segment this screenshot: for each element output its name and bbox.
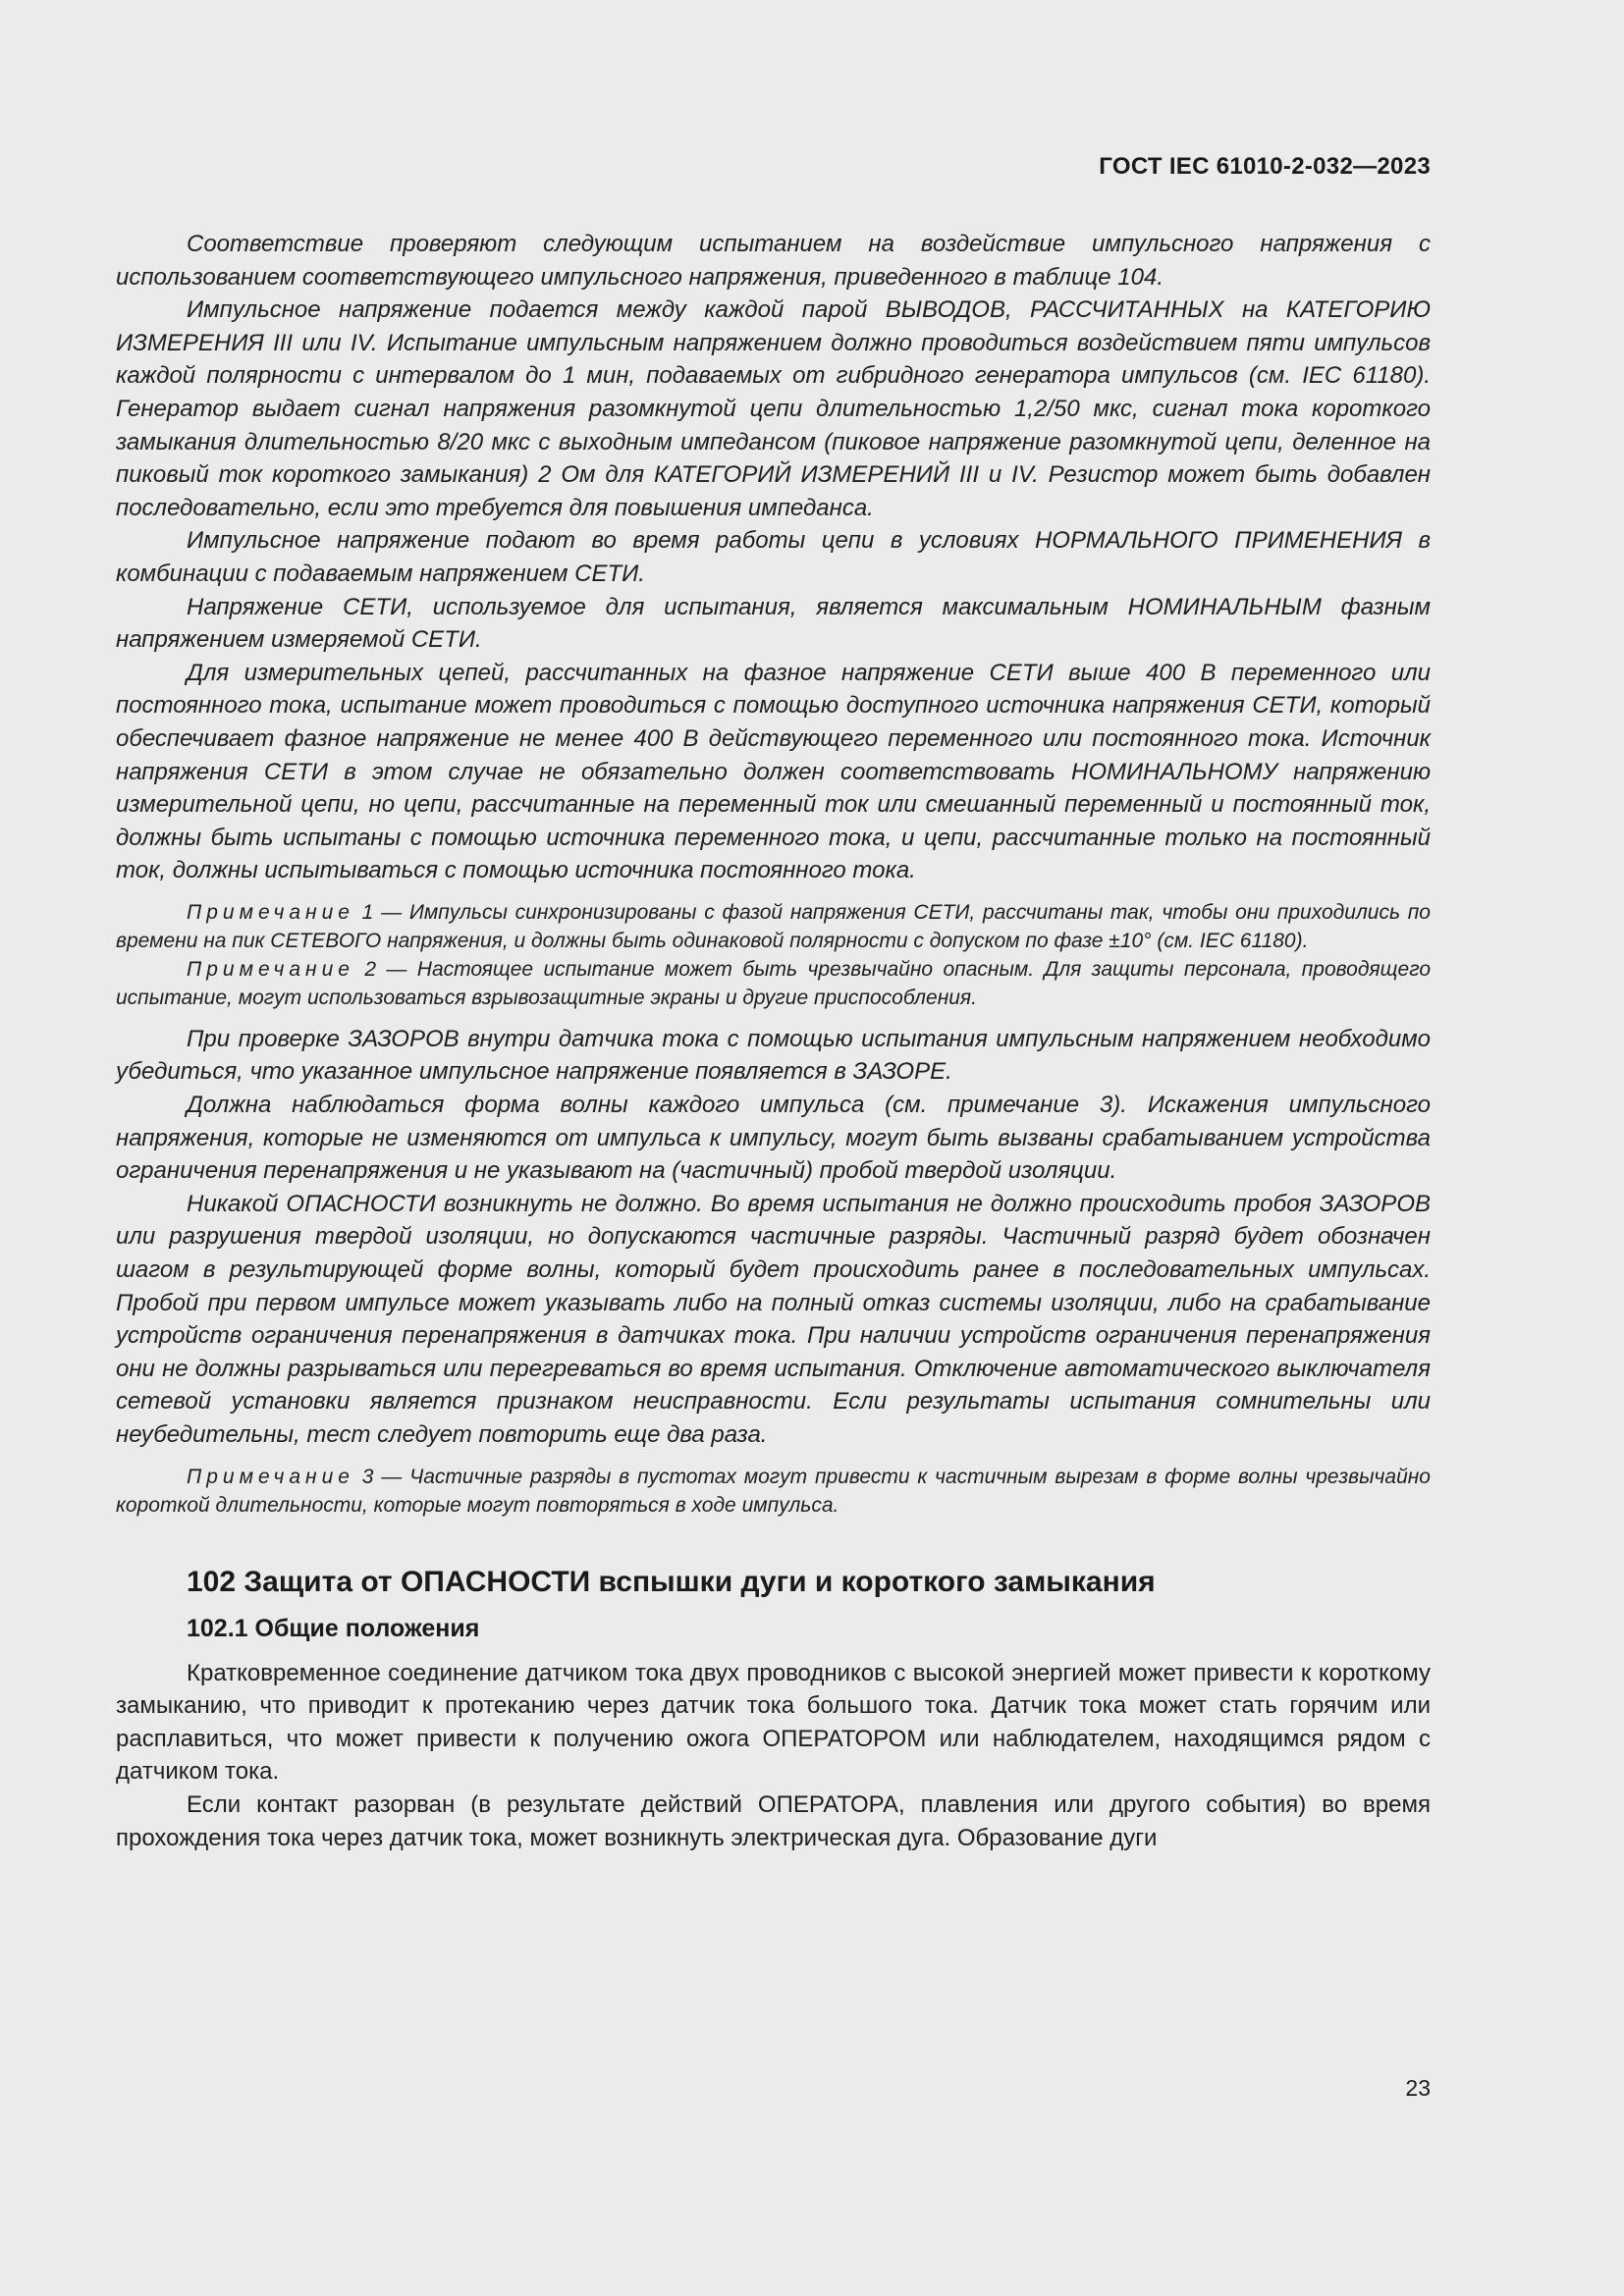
notes-block: [116, 1463, 1431, 1520]
note: [116, 1463, 1431, 1520]
note: [116, 898, 1431, 955]
compliance-paragraphs: [116, 228, 1431, 887]
section-heading: 102 Защита от ОПАСНОСТИ вспышки дуги и короткого замыкания: [187, 1565, 1156, 1598]
standard-header: ГОСТ IEC 61010-2-032—2023: [1099, 153, 1431, 180]
note-label: Примечание: [187, 900, 354, 924]
paragraph: Соответствие проверяют следующим испытанием на воздействие импульсного напряжения с использованием соответствующего импульсного напряжения, приведенного в таблице 104.: [116, 231, 1431, 291]
paragraph: Импульсное напряжение подают во время работы цепи в условиях НОРМАЛЬНОГО ПРИМЕНЕНИЯ в комбинации с подаваемым напряжением СЕТИ.: [116, 527, 1431, 587]
paragraph: При проверке ЗАЗОРОВ внутри датчика тока с помощью испытания импульсным напряжением необходимо убедиться, что указанное импульсное напряжение появляется в ЗАЗОРЕ.: [116, 1025, 1431, 1086]
note-text: 2 — Настоящее испытание может быть чрезвычайно опасным. Для защиты персонала, проводящего испытание, могут использоваться взрывозащитные экраны и другие приспособления.: [116, 957, 1431, 1009]
paragraph: Напряжение СЕТИ, используемое для испытания, является максимальным НОМИНАЛЬНЫМ фазным напряжением измеряемой СЕТИ.: [116, 593, 1431, 654]
note-text: 1 — Импульсы синхронизированы с фазой напряжения СЕТИ, рассчитаны так, чтобы они приходились по времени на пик СЕТЕВОГО напряжения, и должны быть одинаковой полярности с допуском по фазе ±10° (см. IEC 61180).: [116, 900, 1431, 952]
note-label: Примечание: [187, 1465, 354, 1488]
note-label: Примечание: [187, 957, 354, 981]
paragraph: Импульсное напряжение подается между каждой парой ВЫВОДОВ, РАССЧИТАННЫХ на КАТЕГОРИЮ ИЗМЕРЕНИЯ III или IV. Испытание импульсным напряжением должно проводиться воздействием пяти импульсов каждой полярности с интервалом до 1 мин, подаваемых от гибридного генератора импульсов (см. IEC 61180). Генератор выдает сигнал напряжения разомкнутой цепи длительностью 1,2/50 мкс, сигнал тока короткого замыкания длительностью 8/20 мкс с выходным импедансом (пиковое напряжение разомкнутой цепи, деленное на пиковый ток короткого замыкания) 2 Ом для КАТЕГОРИЙ ИЗМЕРЕНИЙ III и IV. Резистор может быть добавлен последовательно, если это требуется для повышения импеданса.: [116, 296, 1431, 521]
paragraph: Если контакт разорван (в результате действий ОПЕРАТОРА, плавления или другого события) во время прохождения тока через датчик тока, может возникнуть электрическая дуга. Образование дуги: [116, 1790, 1431, 1851]
paragraph: Для измерительных цепей, рассчитанных на фазное напряжение СЕТИ выше 400 В переменного или постоянного тока, испытание может проводиться с помощью доступного источника напряжения СЕТИ, который обеспечивает фазное напряжение не менее 400 В действующего переменного или постоянного тока. Источник напряжения СЕТИ в этом случае не обязательно должен соответствовать НОМИНАЛЬНОМУ напряжению измерительной цепи, но цепи, рассчитанные на переменный ток или смешанный переменный и постоянный ток, должны быть испытаны с помощью источника переменного тока, и цепи, рассчитанные только на постоянный ток, должны испытываться с помощью источника постоянного тока.: [116, 659, 1431, 884]
note: [116, 955, 1431, 1012]
paragraph: Должна наблюдаться форма волны каждого импульса (см. примечание 3). Искажения импульсного напряжения, которые не изменяются от импульса к импульсу, могут быть вызваны срабатыванием устройства ограничения перенапряжения и не указывают на (частичный) пробой твердой изоляции.: [116, 1092, 1431, 1185]
note-text: 3 — Частичные разряды в пустотах могут привести к частичным вырезам в форме волны чрезвычайно короткой длительности, которые могут повторяться в ходе импульса.: [116, 1465, 1431, 1517]
paragraph: Никакой ОПАСНОСТИ возникнуть не должно. Во время испытания не должно происходить пробоя ЗАЗОРОВ или разрушения твердой изоляции, но допускаются частичные разряды. Частичный разряд будет обозначен шагом в результирующей форме волны, который будет происходить ранее в последовательных импульсах. Пробой при первом импульсе может указывать либо на полный отказ системы изоляции, либо на срабатывание устройств ограничения перенапряжения в датчиках тока. При наличии устройств ограничения перенапряжения они не должны разрываться или перегреваться во время испытания. Отключение автоматического выключателя сетевой установки является признаком неисправности. Если результаты испытания сомнительны или неубедительны, тест следует повторить еще два раза.: [116, 1190, 1431, 1448]
paragraph: Кратковременное соединение датчиком тока двух проводников с высокой энергией может привести к короткому замыканию, что приводит к протеканию через датчик тока большого тока. Датчик тока может стать горячим или расплавиться, что может привести к получению ожога ОПЕРАТОРОМ или наблюдателем, находящимся рядом с датчиком тока.: [116, 1659, 1431, 1786]
section-paragraphs: [116, 1657, 1431, 1855]
impulse-test-paragraphs: [116, 1023, 1431, 1452]
subsection-heading: 102.1 Общие положения: [187, 1614, 480, 1642]
page-number: 23: [1405, 2075, 1431, 2101]
document-body: [116, 228, 1431, 1854]
notes-block: [116, 898, 1431, 1012]
